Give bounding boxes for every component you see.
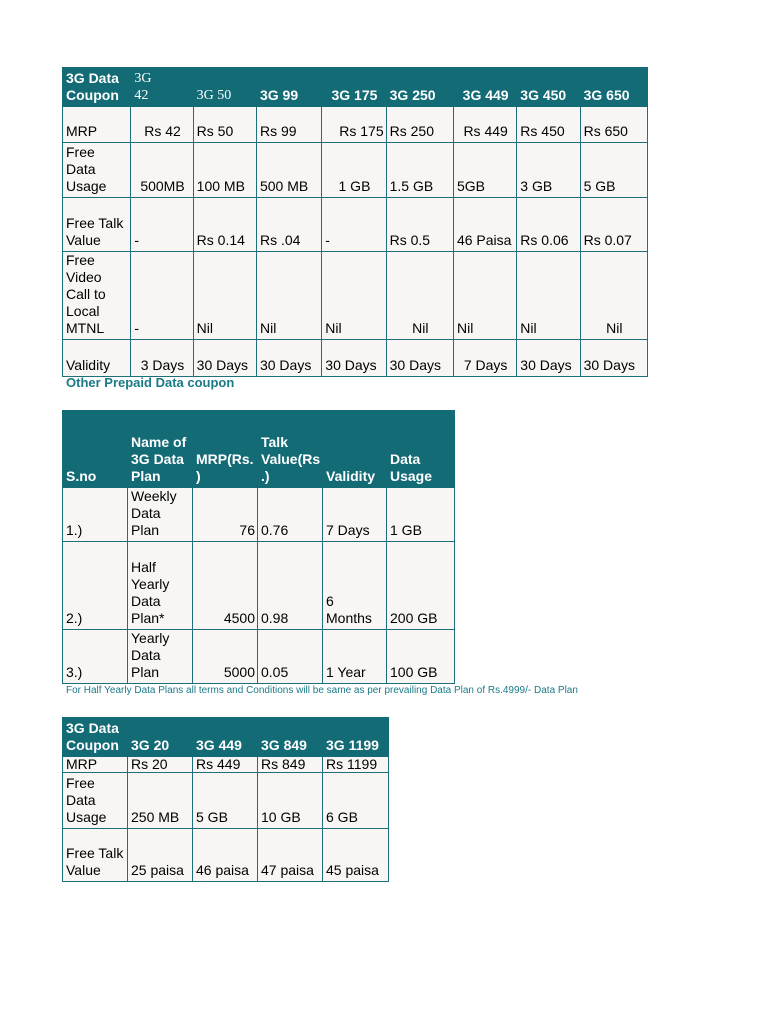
table3-row-talk xyxy=(63,829,389,882)
cell: 2.) xyxy=(63,542,128,630)
cell: 6 GB xyxy=(323,773,389,829)
table3-header-row xyxy=(63,718,389,757)
table1-row-video xyxy=(63,252,648,340)
cell: 47 paisa xyxy=(258,829,323,882)
cell: 46 Paisa xyxy=(453,198,516,252)
cell: 46 paisa xyxy=(193,829,258,882)
cell: 1 GB xyxy=(322,143,386,198)
cell: 1.) xyxy=(63,488,128,542)
table1-row-validity xyxy=(63,340,648,377)
coupon-table-2 xyxy=(62,717,389,882)
cell: Rs 175 xyxy=(322,107,386,143)
cell: 6 Months xyxy=(323,542,387,630)
coupon-table-1 xyxy=(62,67,648,377)
cell: 5000 xyxy=(193,630,258,684)
table2-header: Validity xyxy=(323,411,387,488)
half-yearly-footnote: For Half Yearly Data Plans all terms and Conditions will be same as per prevailing Data Plan of Rs.4999/- Data Plan xyxy=(66,685,578,696)
cell: Yearly Data Plan xyxy=(128,630,193,684)
row-label: Free Data Usage xyxy=(63,773,128,829)
cell: Half Yearly Data Plan* xyxy=(128,542,193,630)
cell: 0.98 xyxy=(258,542,323,630)
row-label: Free Video Call to Local MTNL xyxy=(63,252,131,340)
cell: Rs 42 xyxy=(131,107,193,143)
cell: Rs 0.06 xyxy=(517,198,580,252)
table3-header: 3G 849 xyxy=(258,718,323,757)
row-label: Free Talk Value xyxy=(63,829,128,882)
table2-header: S.no xyxy=(63,411,128,488)
cell: Rs 650 xyxy=(580,107,647,143)
cell: Rs 0.14 xyxy=(193,198,256,252)
cell: 5 GB xyxy=(580,143,647,198)
cell: 30 Days xyxy=(580,340,647,377)
table1-row-talk xyxy=(63,198,648,252)
table2-row xyxy=(63,630,455,684)
table2-header-row xyxy=(63,411,455,488)
cell: Rs 0.5 xyxy=(386,198,453,252)
cell: Rs 1199 xyxy=(323,757,389,773)
table1-header: 3G 175 xyxy=(322,68,386,107)
cell: 45 paisa xyxy=(323,829,389,882)
cell: 500MB xyxy=(131,143,193,198)
table3-row-data xyxy=(63,773,389,829)
cell: Rs 0.07 xyxy=(580,198,647,252)
cell: 200 GB xyxy=(387,542,455,630)
cell: - xyxy=(131,252,193,340)
cell: Rs .04 xyxy=(256,198,321,252)
cell: Rs 449 xyxy=(453,107,516,143)
cell: 0.05 xyxy=(258,630,323,684)
cell: 4500 xyxy=(193,542,258,630)
cell: 30 Days xyxy=(517,340,580,377)
cell: Weekly Data Plan xyxy=(128,488,193,542)
table1-row-mrp xyxy=(63,107,648,143)
table2-header: Name of 3G Data Plan xyxy=(128,411,193,488)
cell: 76 xyxy=(193,488,258,542)
table2-header: Data Usage xyxy=(387,411,455,488)
table3-header: 3G 449 xyxy=(193,718,258,757)
table1-row-data xyxy=(63,143,648,198)
table1-header: 3G 99 xyxy=(256,68,321,107)
table1-header: 3G Data Coupon xyxy=(63,68,131,107)
cell: Nil xyxy=(517,252,580,340)
table3-header: 3G 1199 xyxy=(323,718,389,757)
cell: 1 Year xyxy=(323,630,387,684)
cell: 10 GB xyxy=(258,773,323,829)
row-label: Free Talk Value xyxy=(63,198,131,252)
row-label: MRP xyxy=(63,107,131,143)
cell: Nil xyxy=(193,252,256,340)
cell: 30 Days xyxy=(386,340,453,377)
cell: Nil xyxy=(453,252,516,340)
cell: - xyxy=(131,198,193,252)
cell: Rs 50 xyxy=(193,107,256,143)
other-coupon-caption: Other Prepaid Data coupon xyxy=(66,375,235,390)
table1-header: 3G 650 xyxy=(580,68,647,107)
cell: 25 paisa xyxy=(128,829,193,882)
table1-header-row xyxy=(63,68,648,107)
table1-header: 3G 450 xyxy=(517,68,580,107)
table1-header: 3G 250 xyxy=(386,68,453,107)
cell: Rs 99 xyxy=(256,107,321,143)
cell: Rs 849 xyxy=(258,757,323,773)
table3-header: 3G 20 xyxy=(128,718,193,757)
cell: 1.5 GB xyxy=(386,143,453,198)
cell: 100 GB xyxy=(387,630,455,684)
cell: Nil xyxy=(322,252,386,340)
cell: 3 GB xyxy=(517,143,580,198)
cell: Rs 20 xyxy=(128,757,193,773)
cell: Rs 449 xyxy=(193,757,258,773)
cell: 3.) xyxy=(63,630,128,684)
cell: Nil xyxy=(386,252,453,340)
cell: 500 MB xyxy=(256,143,321,198)
table1-header: 3G 42 xyxy=(131,68,193,107)
cell: 30 Days xyxy=(256,340,321,377)
cell: 7 Days xyxy=(453,340,516,377)
cell: Rs 250 xyxy=(386,107,453,143)
cell: 5GB xyxy=(453,143,516,198)
cell: Nil xyxy=(256,252,321,340)
cell: 7 Days xyxy=(323,488,387,542)
row-label: Free Data Usage xyxy=(63,143,131,198)
cell: 250 MB xyxy=(128,773,193,829)
cell: 30 Days xyxy=(193,340,256,377)
table1-header: 3G 50 xyxy=(193,68,256,107)
cell: 30 Days xyxy=(322,340,386,377)
table2-row xyxy=(63,542,455,630)
cell: - xyxy=(322,198,386,252)
cell: 0.76 xyxy=(258,488,323,542)
row-label: MRP xyxy=(63,757,128,773)
other-plans-table xyxy=(62,410,455,684)
cell: Rs 450 xyxy=(517,107,580,143)
cell: 100 MB xyxy=(193,143,256,198)
table2-row xyxy=(63,488,455,542)
cell: 5 GB xyxy=(193,773,258,829)
table2-header: Talk Value(Rs .) xyxy=(258,411,323,488)
row-label: Validity xyxy=(63,340,131,377)
table3-header: 3G Data Coupon xyxy=(63,718,128,757)
cell: Nil xyxy=(580,252,647,340)
table3-row-mrp xyxy=(63,757,389,773)
table1-header: 3G 449 xyxy=(453,68,516,107)
cell: 3 Days xyxy=(131,340,193,377)
table2-header: MRP(Rs. ) xyxy=(193,411,258,488)
cell: 1 GB xyxy=(387,488,455,542)
